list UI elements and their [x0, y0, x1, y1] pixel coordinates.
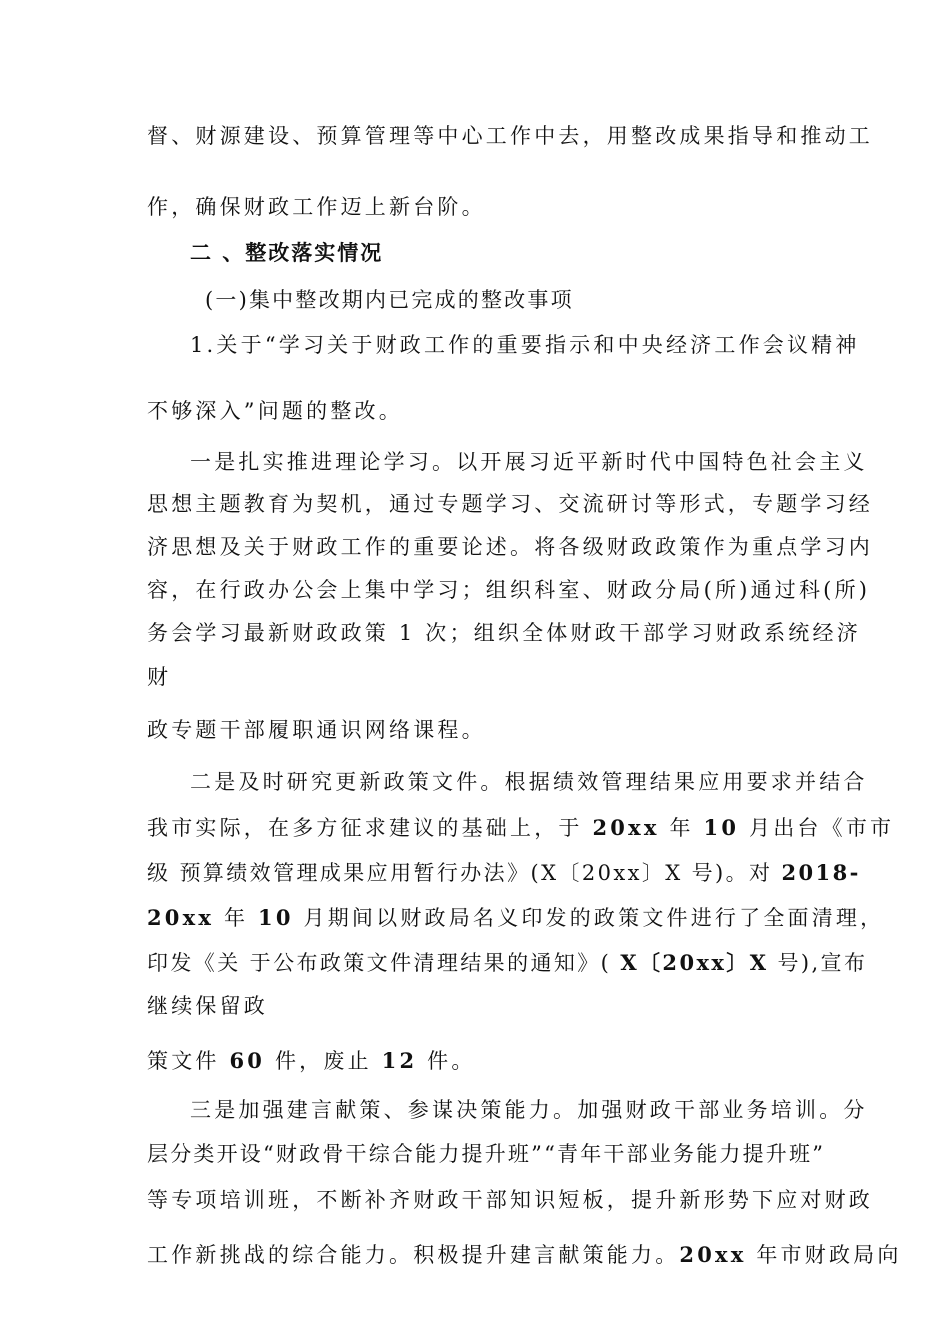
- text-run: 工作新挑战的综合能力。积极提升建言献策能力。: [147, 1243, 680, 1267]
- paragraph-line: 层分类开设“财政骨干综合能力提升班”“青年干部业务能力提升班”: [147, 1142, 826, 1166]
- item-title: 不够深入”问题的整改。: [147, 399, 403, 423]
- text-run: 60: [229, 1048, 266, 1073]
- paragraph-line: 等专项培训班，不断补齐财政干部知识短板，提升新形势下应对财政: [147, 1188, 873, 1212]
- paragraph-line: [147, 862, 861, 884]
- text-run: 件，废止: [265, 1049, 382, 1073]
- text-run: 印发《关 于公布政策文件清理结果的通知》(: [147, 951, 621, 975]
- paragraph-line: [147, 817, 894, 839]
- text-run: 号),宣布: [768, 951, 868, 975]
- paragraph-line: 三是加强建言献策、参谋决策能力。加强财政干部业务培训。分: [190, 1098, 868, 1122]
- text-line: 作，确保财政工作迈上新台阶。: [147, 195, 486, 219]
- paragraph-line: 一是扎实推进理论学习。以开展习近平新时代中国特色社会主义: [190, 450, 868, 474]
- paragraph-line: 务会学习最新财政政策 1 次；组织全体财政干部学习财政系统经济: [147, 621, 861, 645]
- paragraph-line: [147, 907, 884, 929]
- text-run: 10: [703, 815, 740, 840]
- paragraph-line: 二是及时研究更新政策文件。根据绩效管理结果应用要求并结合: [190, 770, 868, 794]
- paragraph-line: 继续保留政: [147, 994, 268, 1018]
- text-run: 策文件: [147, 1049, 230, 1073]
- text-run: 年市财政局向: [746, 1243, 902, 1267]
- paragraph-line: 财: [147, 665, 172, 689]
- section-heading: 二 、整改落实情况: [190, 241, 384, 265]
- paragraph-line: 政专题干部履职通识网络课程。: [147, 718, 486, 742]
- paragraph-line: [147, 1244, 902, 1266]
- text-run: X〔20xx〕X: [620, 950, 769, 975]
- text-run: 件。: [417, 1049, 476, 1073]
- text-run: 2018-: [781, 860, 861, 885]
- text-run: 月出台《市市: [739, 816, 895, 840]
- paragraph-line: [147, 1050, 476, 1072]
- text-run: 10: [258, 905, 294, 930]
- text-line: 督、财源建设、预算管理等中心工作中去，用整改成果指导和推动工: [147, 124, 873, 148]
- text-run: 级 预算绩效管理成果应用暂行办法》(X〔20xx〕X 号)。对: [147, 861, 782, 885]
- subsection-heading: (一)集中整改期内已完成的整改事项: [205, 288, 574, 312]
- item-title: 1.关于“学习关于财政工作的重要指示和中央经济工作会议精神: [190, 333, 860, 357]
- text-run: 年: [214, 906, 259, 930]
- text-run: 20xx: [592, 815, 660, 840]
- paragraph-line: 思想主题教育为契机，通过专题学习、交流研讨等形式，专题学习经: [147, 492, 873, 516]
- paragraph-line: [147, 952, 867, 974]
- text-run: 12: [381, 1048, 418, 1073]
- text-run: 20xx: [147, 905, 215, 930]
- text-run: 年: [659, 816, 704, 840]
- paragraph-line: 济思想及关于财政工作的重要论述。将各级财政政策作为重点学习内: [147, 535, 873, 559]
- text-run: 我市实际，在多方征求建议的基础上，于: [147, 816, 593, 840]
- text-run: 20xx: [679, 1242, 747, 1267]
- text-run: 月期间以财政局名义印发的政策文件进行了全面清理，: [293, 906, 885, 930]
- paragraph-line: 容，在行政办公会上集中学习；组织科室、财政分局(所)通过科(所): [147, 578, 871, 602]
